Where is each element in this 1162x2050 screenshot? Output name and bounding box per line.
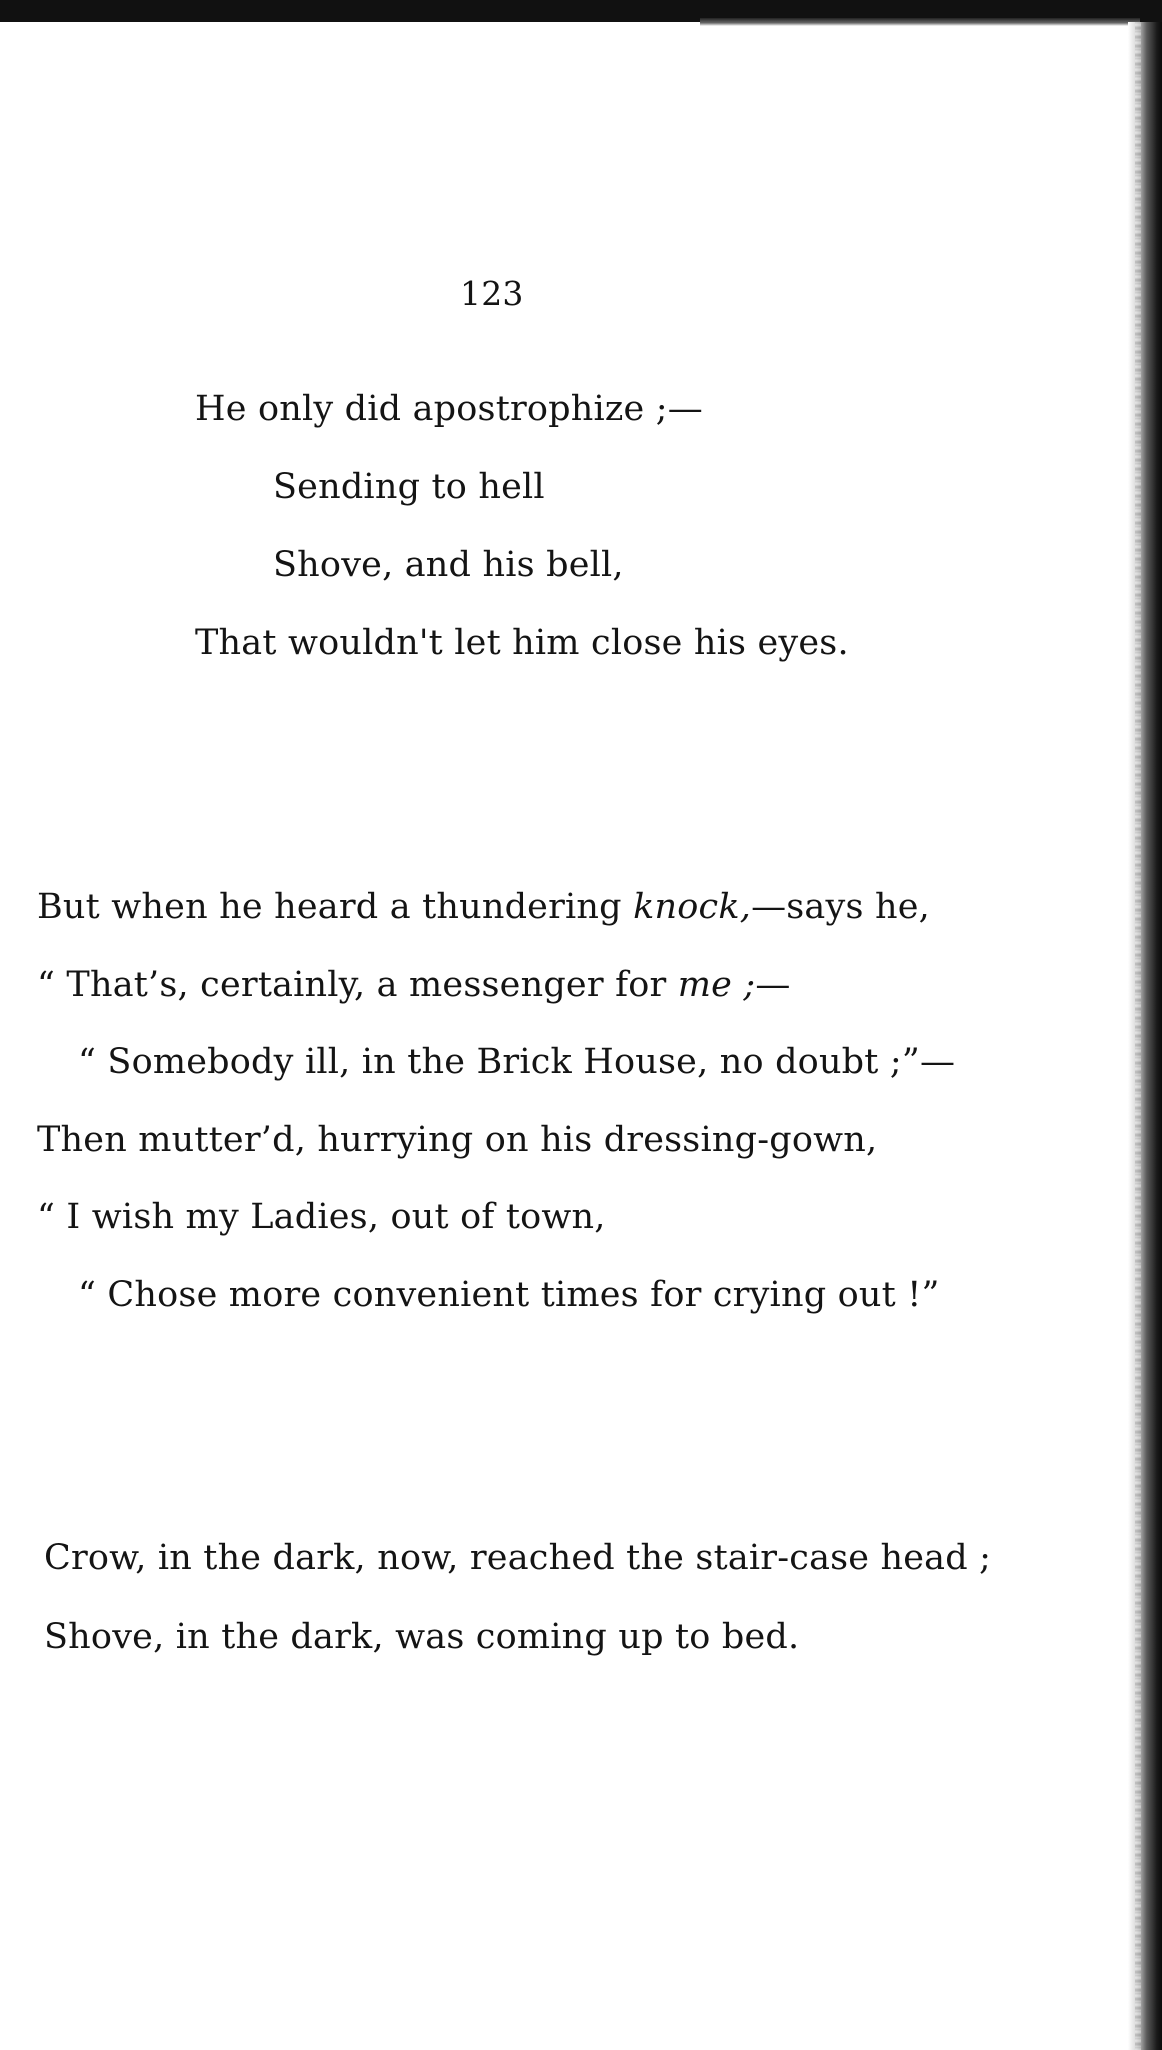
verse-text: But when he heard a thundering bbox=[37, 887, 634, 927]
verse-line: He only did apostrophize ;— bbox=[195, 389, 703, 429]
page-number: 123 bbox=[460, 274, 524, 313]
verse-line bbox=[37, 887, 930, 927]
verse-line: Sending to hell bbox=[273, 467, 545, 507]
verse-line: Then mutter’d, hurrying on his dressing-gown, bbox=[37, 1120, 878, 1160]
page-binding-texture bbox=[1135, 22, 1141, 2050]
verse-text: “ That’s, certainly, a messenger for bbox=[37, 965, 678, 1005]
verse-line: Crow, in the dark, now, reached the stair-case head ; bbox=[44, 1538, 992, 1578]
scan-top-border-fade bbox=[700, 18, 1140, 26]
verse-line: “ Chose more convenient times for crying out !” bbox=[78, 1275, 940, 1315]
verse-line: Shove, in the dark, was coming up to bed. bbox=[44, 1617, 800, 1657]
verse-line bbox=[37, 965, 791, 1005]
verse-italic-text: me ; bbox=[677, 965, 756, 1005]
verse-line: That wouldn't let him close his eyes. bbox=[195, 623, 849, 663]
verse-line: “ I wish my Ladies, out of town, bbox=[37, 1197, 606, 1237]
page-binding-edge bbox=[1128, 22, 1162, 2050]
verse-line: Shove, and his bell, bbox=[273, 545, 624, 585]
verse-text: — bbox=[755, 965, 791, 1005]
verse-text: —says he, bbox=[751, 887, 930, 927]
verse-italic-text: knock, bbox=[633, 887, 752, 927]
verse-line: “ Somebody ill, in the Brick House, no doubt ;”— bbox=[78, 1042, 956, 1082]
